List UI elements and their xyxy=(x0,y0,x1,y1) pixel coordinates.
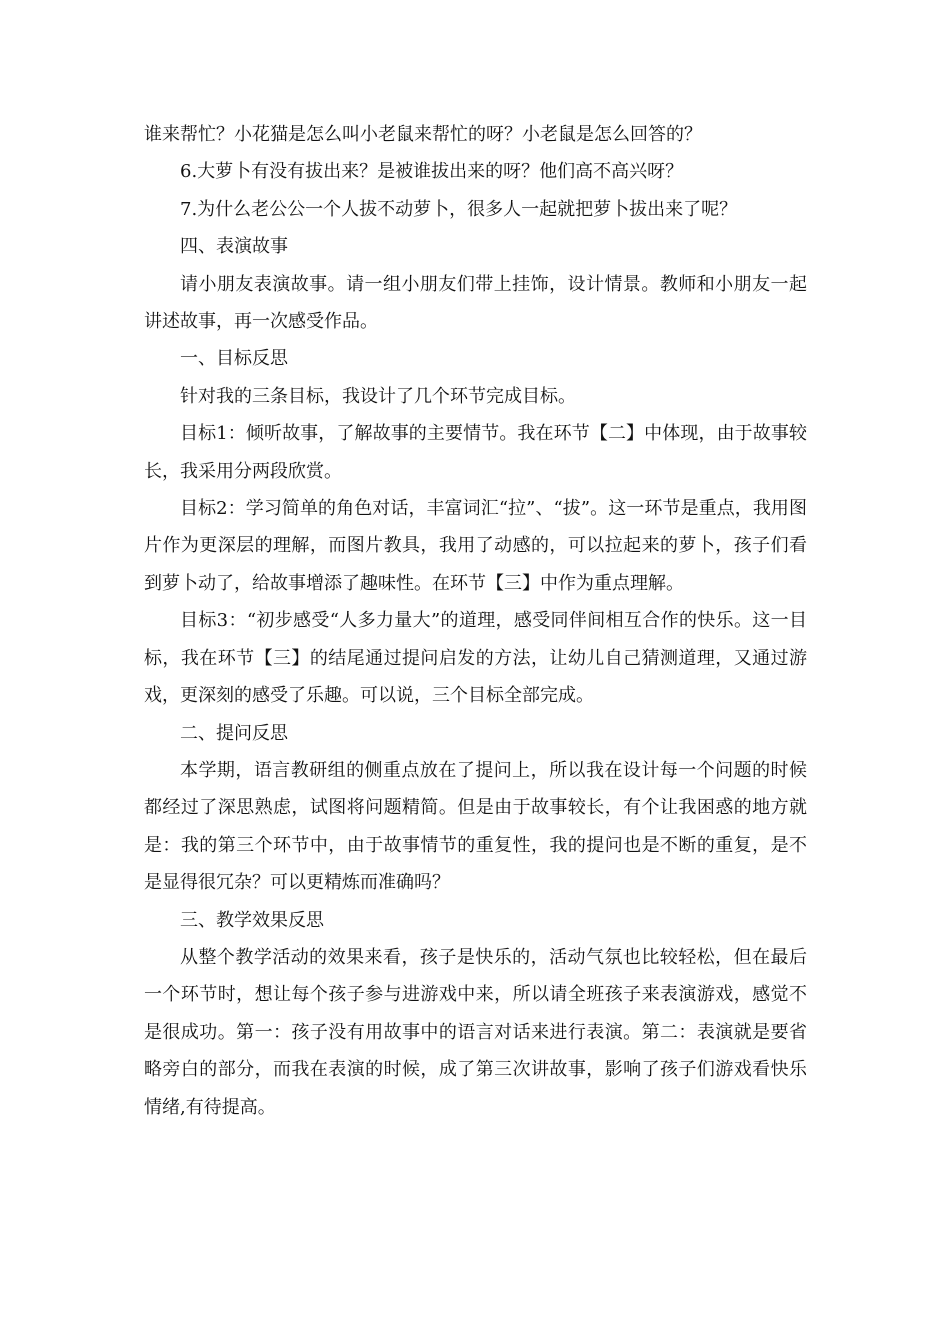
section-heading: 四、表演故事 xyxy=(180,236,288,258)
paragraph: 目标1：倾听故事，了解故事的主要情节。我在环节【二】中体现，由于故事较长，我采用分两段欣赏。 xyxy=(144,423,807,482)
document-body xyxy=(144,116,807,1126)
paragraph: 7.为什么老公公一个人拔不动萝卜，很多人一起就把萝卜拔出来了呢？ xyxy=(180,198,738,220)
section-heading: 二、提问反思 xyxy=(180,722,288,744)
paragraph: 谁来帮忙？小花猫是怎么叫小老鼠来帮忙的呀？小老鼠是怎么回答的？ xyxy=(144,124,702,145)
paragraph: 从整个教学活动的效果来看，孩子是快乐的，活动气氛也比较轻松，但在最后一个环节时，想让每个孩子参与进游戏中来，所以请全班孩子来表演游戏，感觉不是很成功。第一：孩子没有用故事中的语言对话来进行表演。第二：表演就是要省略旁白的部分，而我在表演的时候，成了第三次讲故事，影响了孩子们游戏看快乐情绪,有待提高。 xyxy=(144,946,807,1118)
paragraph: 目标2：学习简单的角色对话，丰富词汇“拉”、“拔”。这一环节是重点，我用图片作为更深层的理解，而图片教具，我用了动感的，可以拉起来的萝卜，孩子们看到萝卜动了，给故事增添了趣味性。在环节【三】中作为重点理解。 xyxy=(144,498,807,594)
section-heading: 一、目标反思 xyxy=(180,348,288,370)
section-heading: 三、教学效果反思 xyxy=(180,909,324,931)
paragraph: 6.大萝卜有没有拔出来？是被谁拔出来的呀？他们高不高兴呀？ xyxy=(180,161,684,183)
paragraph: 请小朋友表演故事。请一组小朋友们带上挂饰，设计情景。教师和小朋友一起讲述故事，再一次感受作品。 xyxy=(144,273,807,333)
paragraph: 目标3：“初步感受“人多力量大”的道理，感受同伴间相互合作的快乐。这一目标，我在环节【三】的结尾通过提问启发的方法，让幼儿自己猜测道理，又通过游戏，更深刻的感受了乐趣。可以说，三个目标全部完成。 xyxy=(144,610,807,707)
paragraph: 本学期，语言教研组的侧重点放在了提问上，所以我在设计每一个问题的时候都经过了深思熟虑，试图将问题精简。但是由于故事较长，有个让我困惑的地方就是：我的第三个环节中，由于故事情节的重复性，我的提问也是不断的重复，是不是显得很冗杂？可以更精炼而准确吗？ xyxy=(144,759,807,894)
paragraph: 针对我的三条目标，我设计了几个环节完成目标。 xyxy=(180,385,576,407)
